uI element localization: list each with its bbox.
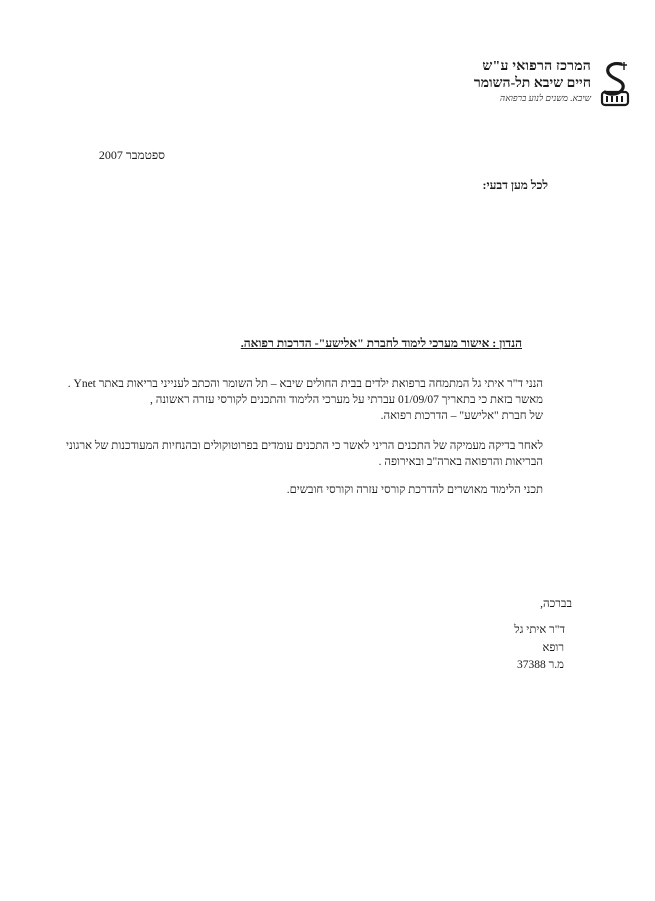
body-line: לאחר בדיקה מעמיקה של התכנים הריני לאשר כי התכנים עומדים בפרוטוקולים ובהנחיות המעודכנות של ארגוני xyxy=(65,440,543,452)
letterhead xyxy=(474,58,633,108)
signature-greeting: בברכה, xyxy=(540,598,572,610)
body-line: תכני הלימוד מאושרים להדרכת קורסי עזרה וקורסי חובשים. xyxy=(286,484,543,496)
letter-recipient: לכל מען דבעי: xyxy=(482,178,548,192)
hospital-name-line1: המרכז הרפואי ע"ש xyxy=(482,59,591,74)
signature-title: רופא xyxy=(542,642,564,654)
hospital-logo-icon xyxy=(597,58,633,108)
body-line: הנני ד"ר איתי גל המתמחה ברפואת ילדים בבית החולים שיבא – תל השומר והכתב לענייני בריאות באתר Ynet . xyxy=(67,378,543,390)
body-line: של חברת "אלישע" – הדרכות רפואה. xyxy=(380,410,543,422)
signature-license: מ.ר 37388 xyxy=(517,659,564,671)
signature-name: ד"ר איתי גל xyxy=(514,624,565,636)
letter-date: ספטמבר 2007 xyxy=(98,148,165,162)
body-line: מאשר בזאת כי בתאריך 01/09/07 עברתי על מערכי הלימוד והתכנים לקורסי עזרה ראשונה , xyxy=(149,394,543,406)
body-line: הבריאות והרפואה בארה"ב ובאירופה . xyxy=(378,456,543,468)
letterhead-text xyxy=(474,58,591,104)
hospital-name-line2: חיים שיבא תל-השומר xyxy=(473,76,591,91)
hospital-slogan: שיבא. משנים לנוע ברפואה xyxy=(499,93,591,103)
letter-subject: הנדון : אישור מערכי לימוד לחברת "אלישע"- הדרכות רפואה. xyxy=(240,336,522,350)
